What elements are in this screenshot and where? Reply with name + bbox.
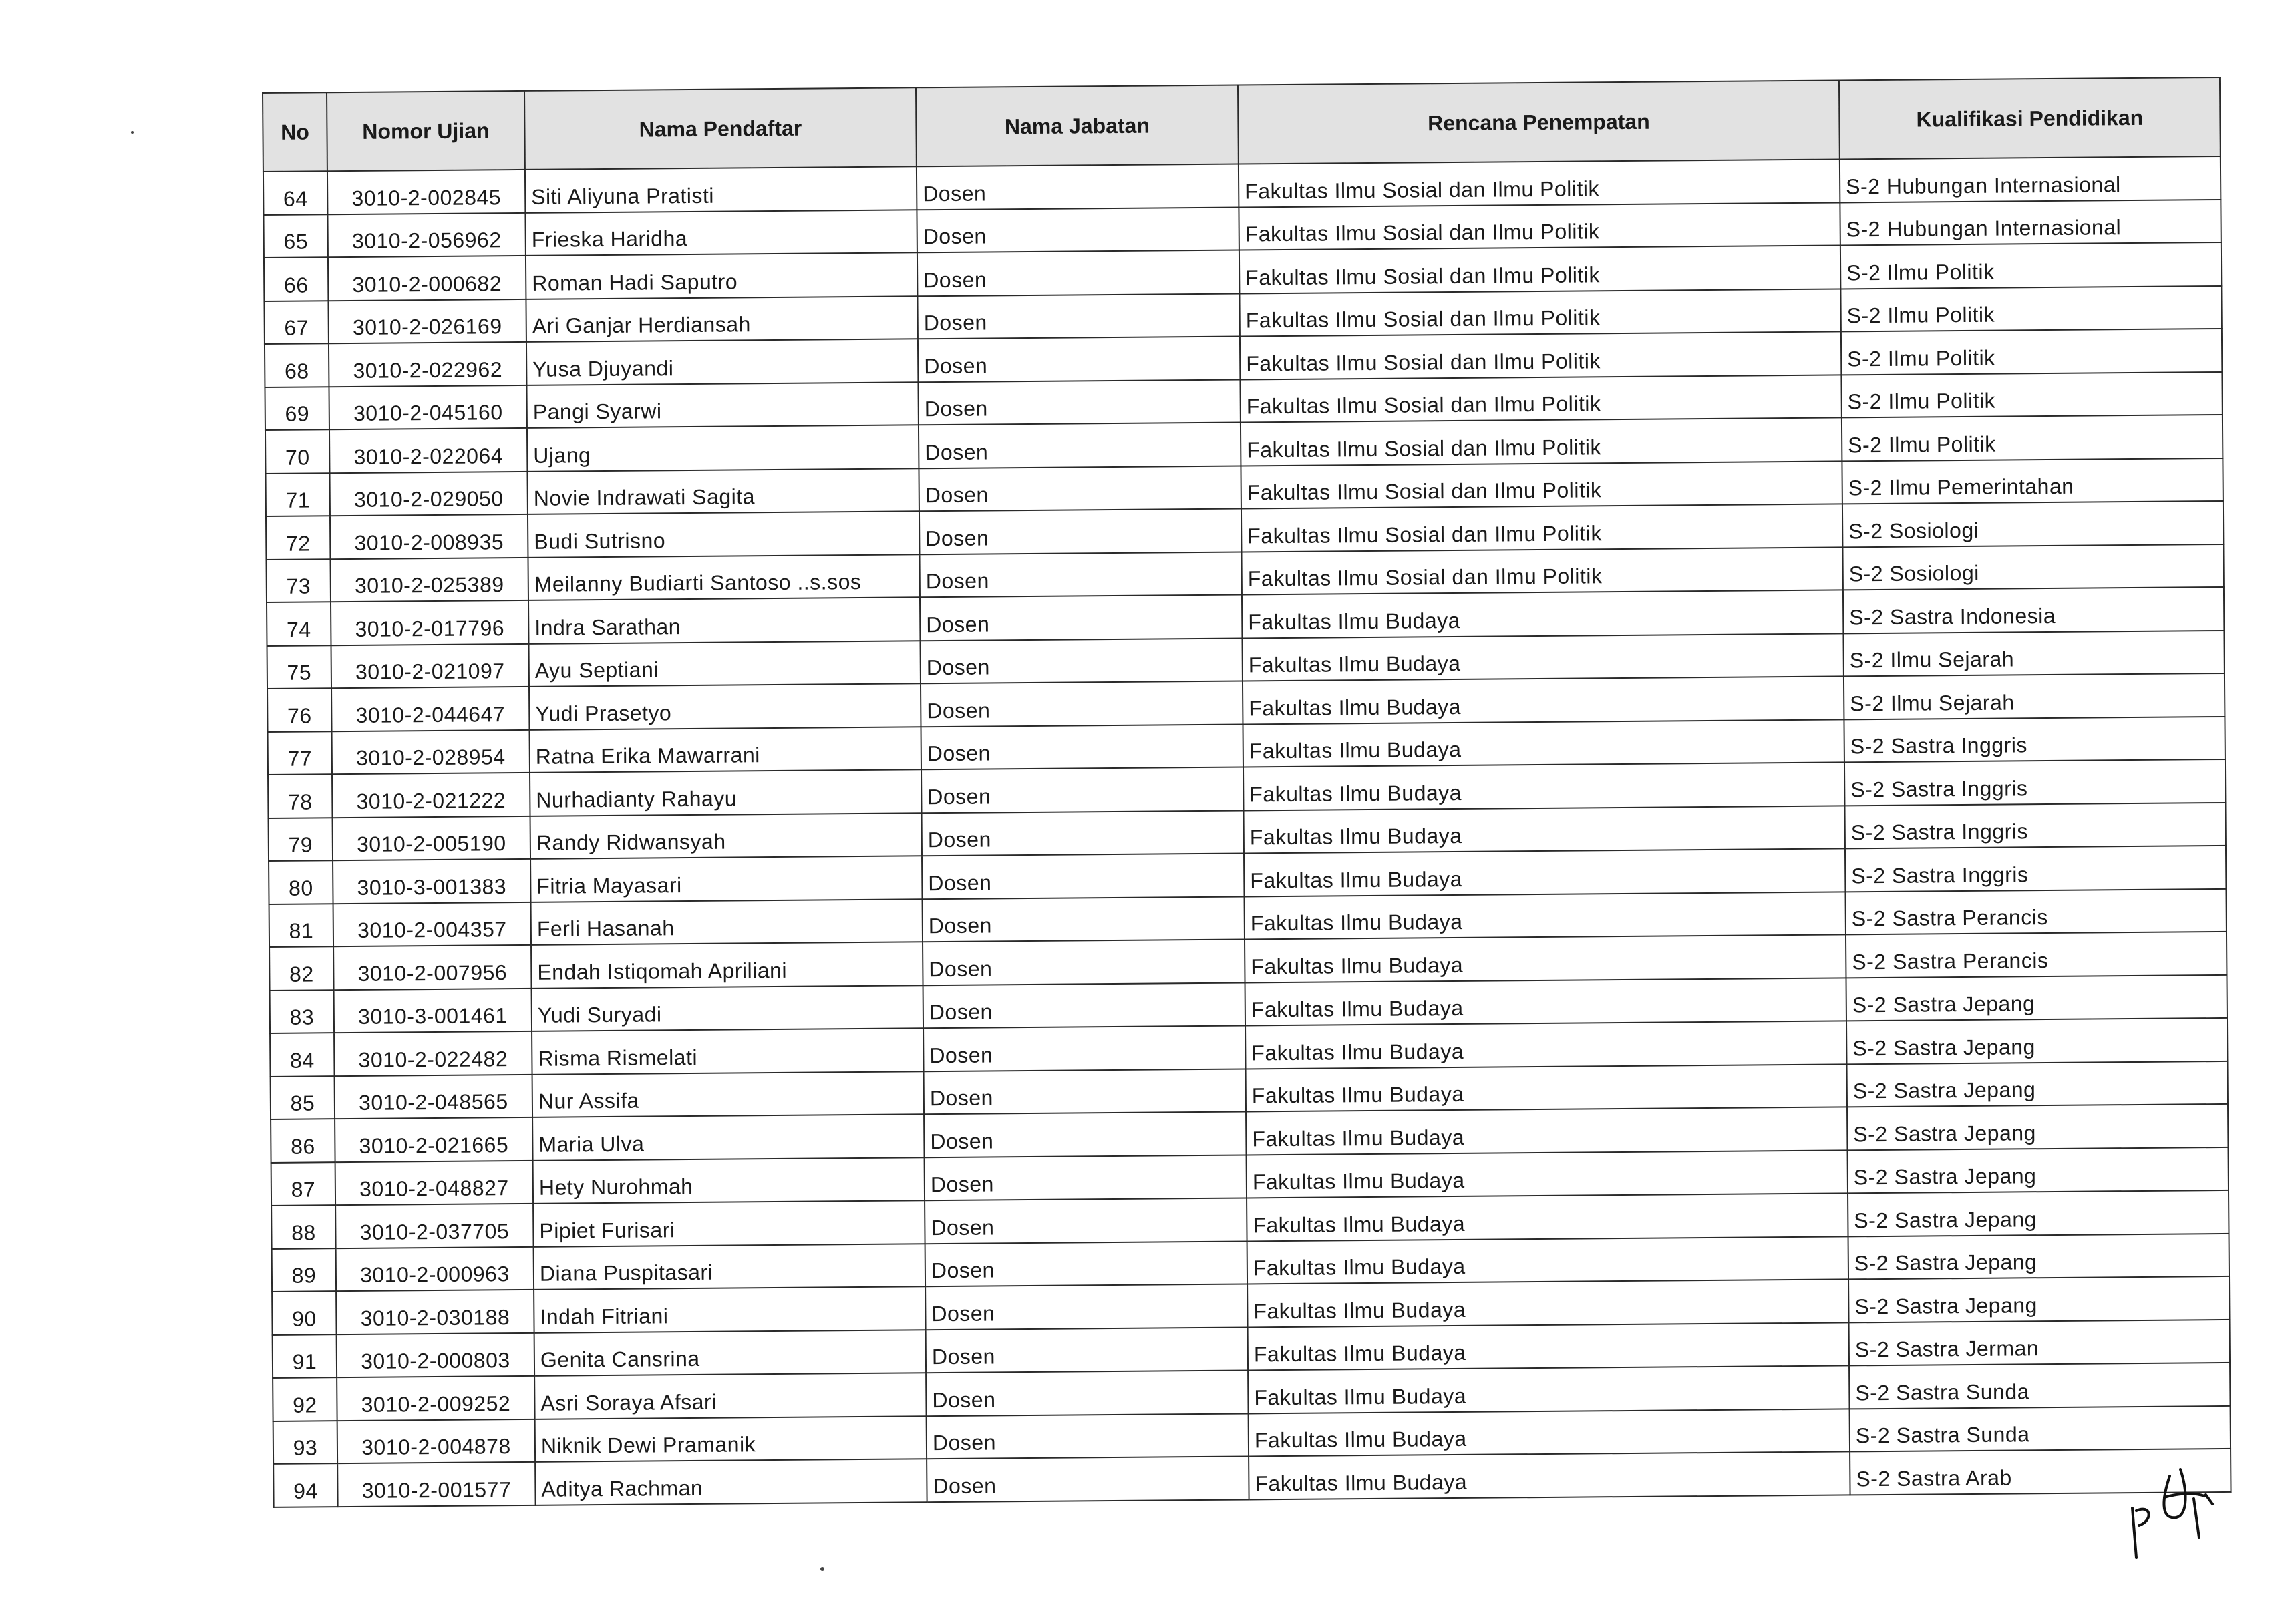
cell-nama-pendaftar: Yudi Prasetyo	[529, 683, 921, 729]
cell-kualifikasi-pendidikan: S-2 Sastra Jepang	[1848, 1276, 2229, 1322]
cell-nama-jabatan: Dosen	[919, 552, 1241, 597]
cell-nama-pendaftar: Yudi Suryadi	[532, 985, 923, 1031]
cell-nomor-ujian: 3010-2-004357	[333, 902, 531, 946]
cell-nama-pendaftar: Ratna Erika Mawarrani	[530, 727, 921, 773]
cell-nomor-ujian: 3010-2-004878	[337, 1419, 535, 1463]
cell-rencana-penempatan: Fakultas Ilmu Budaya	[1245, 934, 1846, 982]
cell-nomor-ujian: 3010-2-007956	[333, 945, 531, 990]
cell-nomor-ujian: 3010-2-000682	[328, 256, 526, 301]
cell-nomor-ujian: 3010-2-002845	[327, 170, 525, 214]
cell-nama-jabatan: Dosen	[926, 1370, 1248, 1415]
cell-no: 81	[269, 904, 334, 947]
cell-nama-pendaftar: Yusa Djuyandi	[526, 339, 918, 385]
cell-nama-jabatan: Dosen	[923, 982, 1245, 1028]
cell-nomor-ujian: 3010-2-000963	[336, 1246, 534, 1291]
cell-rencana-penempatan: Fakultas Ilmu Sosial dan Ilmu Politik	[1241, 461, 1842, 509]
table-header	[263, 77, 2221, 172]
cell-nomor-ujian: 3010-2-037705	[335, 1204, 533, 1248]
header-kualifikasi-pendidikan: Kualifikasi Pendidikan	[1839, 77, 2221, 159]
cell-kualifikasi-pendidikan: S-2 Sastra Jepang	[1848, 1147, 2229, 1193]
cell-nama-jabatan: Dosen	[925, 1155, 1247, 1200]
cell-nomor-ujian: 3010-2-045160	[329, 385, 526, 429]
cell-nama-jabatan: Dosen	[925, 1284, 1247, 1329]
header-nama-jabatan: Nama Jabatan	[916, 85, 1239, 167]
cell-rencana-penempatan: Fakultas Ilmu Sosial dan Ilmu Politik	[1239, 289, 1840, 337]
cell-rencana-penempatan: Fakultas Ilmu Budaya	[1245, 892, 1846, 940]
cell-nomor-ujian: 3010-2-022482	[334, 1031, 532, 1076]
cell-rencana-penempatan: Fakultas Ilmu Budaya	[1246, 1107, 1847, 1155]
cell-kualifikasi-pendidikan: S-2 Ilmu Politik	[1841, 371, 2222, 417]
cell-kualifikasi-pendidikan: S-2 Sastra Sunda	[1849, 1363, 2230, 1409]
cell-kualifikasi-pendidikan: S-2 Ilmu Sejarah	[1843, 630, 2224, 676]
cell-rencana-penempatan: Fakultas Ilmu Sosial dan Ilmu Politik	[1240, 375, 1841, 423]
cell-nomor-ujian: 3010-2-028954	[332, 729, 530, 774]
cell-no: 85	[271, 1076, 335, 1119]
cell-no: 64	[263, 171, 328, 214]
cell-nama-jabatan: Dosen	[927, 1456, 1249, 1501]
cell-nama-jabatan: Dosen	[920, 595, 1242, 641]
cell-nomor-ujian: 3010-2-005190	[333, 816, 530, 860]
cell-rencana-penempatan: Fakultas Ilmu Sosial dan Ilmu Politik	[1241, 547, 1842, 595]
cell-kualifikasi-pendidikan: S-2 Sastra Jepang	[1848, 1233, 2229, 1279]
cell-nama-jabatan: Dosen	[919, 466, 1241, 511]
scan-speck	[131, 131, 134, 134]
cell-nama-pendaftar: Diana Puspitasari	[534, 1244, 925, 1290]
cell-rencana-penempatan: Fakultas Ilmu Budaya	[1247, 1236, 1848, 1284]
cell-nama-pendaftar: Maria Ulva	[532, 1114, 924, 1160]
cell-nama-jabatan: Dosen	[924, 1111, 1246, 1157]
cell-no: 75	[267, 645, 332, 689]
cell-nama-pendaftar: Endah Istiqomah Apriliani	[531, 942, 923, 988]
cell-kualifikasi-pendidikan: S-2 Ilmu Sejarah	[1844, 673, 2225, 719]
cell-no: 69	[265, 387, 329, 430]
cell-rencana-penempatan: Fakultas Ilmu Budaya	[1243, 806, 1844, 854]
cell-kualifikasi-pendidikan: S-2 Ilmu Politik	[1842, 415, 2223, 461]
cell-nama-jabatan: Dosen	[921, 724, 1243, 769]
cell-nomor-ujian: 3010-2-025389	[330, 557, 528, 602]
cell-nama-jabatan: Dosen	[917, 250, 1239, 296]
cell-kualifikasi-pendidikan: S-2 Sastra Jepang	[1846, 974, 2227, 1021]
cell-kualifikasi-pendidikan: S-2 Sosiologi	[1842, 501, 2223, 547]
cell-rencana-penempatan: Fakultas Ilmu Sosial dan Ilmu Politik	[1240, 331, 1841, 379]
cell-kualifikasi-pendidikan: S-2 Sosiologi	[1842, 544, 2223, 590]
scan-speck	[820, 1567, 824, 1571]
cell-nomor-ujian: 3010-2-056962	[327, 212, 525, 257]
cell-nomor-ujian: 3010-2-044647	[331, 687, 529, 731]
cell-nama-jabatan: Dosen	[919, 509, 1241, 554]
cell-nama-jabatan: Dosen	[922, 853, 1244, 898]
cell-rencana-penempatan: Fakultas Ilmu Budaya	[1243, 762, 1844, 810]
cell-rencana-penempatan: Fakultas Ilmu Budaya	[1247, 1193, 1848, 1241]
cell-nama-pendaftar: Risma Rismelati	[532, 1028, 923, 1074]
cell-nama-jabatan: Dosen	[926, 1327, 1248, 1373]
cell-nama-pendaftar: Indah Fitriani	[534, 1286, 925, 1332]
cell-rencana-penempatan: Fakultas Ilmu Budaya	[1242, 590, 1843, 638]
header-nama-pendaftar: Nama Pendaftar	[524, 87, 917, 170]
cell-no: 73	[266, 559, 331, 602]
cell-no: 86	[271, 1119, 335, 1162]
cell-rencana-penempatan: Fakultas Ilmu Budaya	[1248, 1322, 1849, 1371]
cell-nama-pendaftar: Ari Ganjar Herdiansah	[526, 296, 917, 342]
cell-kualifikasi-pendidikan: S-2 Sastra Inggris	[1845, 846, 2226, 892]
cell-kualifikasi-pendidikan: S-2 Hubungan Internasional	[1840, 199, 2221, 245]
cell-nama-pendaftar: Genita Cansrina	[534, 1330, 926, 1376]
cell-kualifikasi-pendidikan: S-2 Sastra Arab	[1850, 1449, 2231, 1495]
cell-nomor-ujian: 3010-2-029050	[329, 471, 527, 516]
cell-kualifikasi-pendidikan: S-2 Ilmu Politik	[1840, 285, 2221, 331]
cell-nama-pendaftar: Budi Sutrisno	[528, 511, 919, 557]
cell-nama-pendaftar: Aditya Rachman	[535, 1459, 927, 1505]
cell-kualifikasi-pendidikan: S-2 Sastra Jepang	[1848, 1190, 2229, 1236]
cell-nomor-ujian: 3010-2-048827	[335, 1160, 533, 1205]
cell-rencana-penempatan: Fakultas Ilmu Budaya	[1242, 633, 1843, 681]
cell-nama-pendaftar: Pipiet Furisari	[533, 1200, 925, 1246]
cell-nomor-ujian: 3010-2-022962	[329, 342, 526, 387]
cell-nomor-ujian: 3010-2-017796	[331, 600, 528, 645]
cell-nama-pendaftar: Siti Aliyuna Pratisti	[525, 166, 917, 212]
cell-no: 88	[271, 1205, 336, 1248]
cell-nama-jabatan: Dosen	[917, 293, 1239, 339]
cell-nomor-ujian: 3010-2-021097	[331, 643, 529, 688]
cell-no: 83	[270, 990, 335, 1033]
cell-no: 77	[268, 731, 333, 775]
cell-no: 74	[267, 602, 331, 645]
header-rencana-penempatan: Rencana Penempatan	[1238, 80, 1840, 164]
cell-kualifikasi-pendidikan: S-2 Sastra Inggris	[1844, 716, 2225, 762]
cell-no: 89	[272, 1248, 337, 1292]
cell-nama-pendaftar: Fitria Mayasari	[530, 856, 922, 902]
cell-nomor-ujian: 3010-2-026169	[328, 299, 526, 343]
cell-nomor-ujian: 3010-2-000803	[337, 1332, 534, 1377]
cell-rencana-penempatan: Fakultas Ilmu Sosial dan Ilmu Politik	[1239, 245, 1840, 293]
cell-no: 72	[266, 516, 331, 559]
cell-rencana-penempatan: Fakultas Ilmu Budaya	[1247, 1150, 1848, 1198]
cell-rencana-penempatan: Fakultas Ilmu Sosial dan Ilmu Politik	[1241, 504, 1842, 552]
cell-nama-pendaftar: Indra Sarathan	[528, 597, 920, 643]
cell-nomor-ujian: 3010-2-022064	[329, 428, 527, 473]
cell-nama-jabatan: Dosen	[927, 1413, 1249, 1459]
cell-rencana-penempatan: Fakultas Ilmu Budaya	[1249, 1451, 1850, 1499]
header-row	[263, 77, 2221, 172]
cell-kualifikasi-pendidikan: S-2 Sastra Inggris	[1844, 759, 2225, 806]
cell-nomor-ujian: 3010-2-021222	[332, 773, 530, 818]
cell-no: 65	[263, 214, 328, 258]
cell-no: 67	[264, 301, 329, 344]
cell-kualifikasi-pendidikan: S-2 Sastra Perancis	[1846, 932, 2227, 978]
cell-rencana-penempatan: Fakultas Ilmu Budaya	[1244, 848, 1845, 896]
cell-no: 84	[270, 1033, 335, 1076]
cell-nomor-ujian: 3010-2-009252	[337, 1376, 534, 1421]
cell-nama-pendaftar: Hety Nurohmah	[533, 1157, 925, 1204]
cell-nama-jabatan: Dosen	[923, 939, 1245, 985]
cell-no: 76	[267, 688, 332, 731]
cell-kualifikasi-pendidikan: S-2 Sastra Indonesia	[1843, 587, 2224, 633]
header-no: No	[263, 92, 327, 172]
cell-kualifikasi-pendidikan: S-2 Sastra Jepang	[1847, 1104, 2228, 1150]
cell-rencana-penempatan: Fakultas Ilmu Sosial dan Ilmu Politik	[1241, 417, 1842, 466]
cell-nama-pendaftar: Ferli Hasanah	[531, 899, 923, 945]
cell-kualifikasi-pendidikan: S-2 Sastra Jepang	[1847, 1061, 2228, 1107]
cell-nama-jabatan: Dosen	[921, 681, 1243, 726]
cell-rencana-penempatan: Fakultas Ilmu Sosial dan Ilmu Politik	[1239, 159, 1840, 207]
cell-rencana-penempatan: Fakultas Ilmu Budaya	[1248, 1365, 1849, 1413]
cell-no: 94	[273, 1463, 338, 1507]
cell-nomor-ujian: 3010-2-001577	[337, 1462, 535, 1507]
cell-kualifikasi-pendidikan: S-2 Sastra Sunda	[1850, 1405, 2231, 1451]
cell-nama-jabatan: Dosen	[924, 1069, 1246, 1114]
cell-kualifikasi-pendidikan: S-2 Sastra Jerman	[1849, 1319, 2230, 1365]
cell-rencana-penempatan: Fakultas Ilmu Budaya	[1246, 1064, 1847, 1112]
cell-rencana-penempatan: Fakultas Ilmu Sosial dan Ilmu Politik	[1239, 202, 1840, 250]
cell-no: 87	[271, 1162, 336, 1206]
header-nomor-ujian: Nomor Ujian	[327, 91, 525, 171]
cell-no: 80	[269, 860, 333, 904]
cell-nama-jabatan: Dosen	[919, 423, 1241, 468]
cell-nama-jabatan: Dosen	[917, 164, 1239, 210]
cell-nama-pendaftar: Ayu Septiani	[528, 641, 920, 687]
cell-nama-pendaftar: Roman Hadi Saputro	[526, 252, 917, 299]
table-body	[263, 156, 2231, 1507]
cell-rencana-penempatan: Fakultas Ilmu Budaya	[1245, 1021, 1846, 1069]
cell-rencana-penempatan: Fakultas Ilmu Budaya	[1247, 1279, 1848, 1327]
cell-nomor-ujian: 3010-2-048565	[335, 1074, 532, 1119]
cell-no: 68	[265, 343, 329, 387]
cell-no: 91	[273, 1334, 337, 1378]
cell-rencana-penempatan: Fakultas Ilmu Budaya	[1249, 1409, 1850, 1457]
cell-nama-pendaftar: Nur Assifa	[532, 1071, 924, 1117]
cell-no: 79	[269, 818, 333, 861]
cell-nomor-ujian: 3010-2-021665	[335, 1117, 532, 1162]
cell-no: 71	[265, 473, 330, 516]
cell-nama-pendaftar: Niknik Dewi Pramanik	[535, 1416, 927, 1462]
cell-nama-jabatan: Dosen	[922, 810, 1244, 856]
cell-kualifikasi-pendidikan: S-2 Ilmu Pemerintahan	[1842, 458, 2223, 504]
registrant-table-container	[262, 77, 2231, 1507]
cell-nama-jabatan: Dosen	[918, 379, 1240, 425]
cell-nomor-ujian: 3010-3-001461	[334, 988, 532, 1033]
cell-kualifikasi-pendidikan: S-2 Ilmu Politik	[1840, 242, 2221, 289]
cell-no: 70	[265, 429, 330, 473]
cell-rencana-penempatan: Fakultas Ilmu Budaya	[1243, 676, 1844, 724]
cell-nama-jabatan: Dosen	[923, 1025, 1245, 1071]
cell-nama-pendaftar: Randy Ridwansyah	[530, 813, 922, 859]
cell-rencana-penempatan: Fakultas Ilmu Budaya	[1243, 719, 1844, 767]
cell-nama-pendaftar: Ujang	[527, 425, 919, 471]
cell-nama-jabatan: Dosen	[923, 896, 1245, 942]
cell-no: 66	[264, 257, 329, 301]
cell-nama-pendaftar: Novie Indrawati Sagita	[527, 468, 919, 514]
cell-kualifikasi-pendidikan: S-2 Ilmu Politik	[1841, 329, 2222, 375]
cell-nama-jabatan: Dosen	[917, 207, 1239, 252]
cell-nomor-ujian: 3010-3-001383	[333, 859, 530, 904]
registrant-table	[262, 77, 2232, 1507]
cell-kualifikasi-pendidikan: S-2 Sastra Jepang	[1846, 1018, 2227, 1064]
cell-no: 93	[273, 1421, 338, 1464]
cell-kualifikasi-pendidikan: S-2 Sastra Perancis	[1845, 888, 2226, 934]
cell-kualifikasi-pendidikan: S-2 Sastra Inggris	[1844, 802, 2225, 848]
cell-no: 78	[268, 774, 333, 818]
cell-nama-jabatan: Dosen	[920, 638, 1242, 683]
cell-nama-pendaftar: Pangi Syarwi	[526, 382, 918, 428]
cell-nama-jabatan: Dosen	[918, 337, 1240, 382]
signature-icon	[2124, 1456, 2225, 1563]
cell-nomor-ujian: 3010-2-008935	[330, 514, 528, 559]
cell-nama-pendaftar: Asri Soraya Afsari	[534, 1373, 926, 1419]
cell-rencana-penempatan: Fakultas Ilmu Budaya	[1245, 978, 1846, 1026]
cell-nama-jabatan: Dosen	[925, 1198, 1247, 1243]
cell-no: 90	[272, 1291, 337, 1334]
cell-nama-jabatan: Dosen	[925, 1241, 1247, 1286]
cell-nama-pendaftar: Nurhadianty Rahayu	[530, 769, 921, 816]
cell-nomor-ujian: 3010-2-030188	[336, 1290, 534, 1334]
cell-no: 82	[269, 946, 334, 990]
cell-no: 92	[273, 1377, 337, 1421]
cell-kualifikasi-pendidikan: S-2 Hubungan Internasional	[1840, 156, 2221, 202]
cell-nama-pendaftar: Frieska Haridha	[525, 210, 917, 256]
cell-nama-pendaftar: Meilanny Budiarti Santoso ..s.sos	[528, 554, 919, 600]
cell-nama-jabatan: Dosen	[921, 767, 1243, 812]
